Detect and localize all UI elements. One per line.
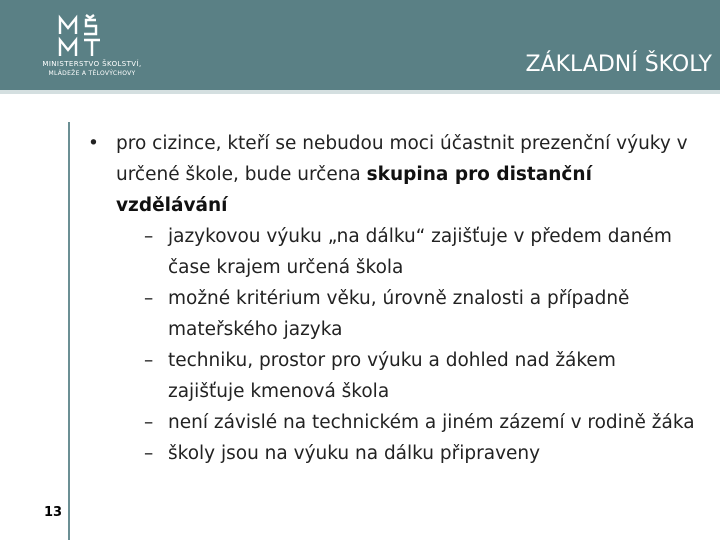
sub-list [88, 221, 698, 469]
logo-text-line1: MINISTERSTVO ŠKOLSTVÍ, [42, 60, 142, 68]
sub-item [144, 283, 698, 345]
sub-item-text: techniku, prostor pro výuku a dohled nad žákem zajišťuje kmenová škola [168, 350, 616, 402]
header-divider [0, 90, 720, 94]
sub-item [144, 438, 698, 469]
sub-item-text: jazykovou výuku „na dálku“ zajišťuje v předem daném čase krajem určená škola [168, 226, 672, 278]
bullet-text-bold: skupina pro distanční vzdělávání [116, 164, 592, 216]
main-bullet [88, 128, 698, 221]
dash-mark: – [144, 350, 154, 371]
sub-item [144, 345, 698, 407]
slide-content [88, 128, 698, 469]
page-number: 13 [44, 505, 63, 520]
sub-item-text: možné kritérium věku, úrovně znalosti a případně mateřského jazyka [168, 288, 630, 340]
dash-mark: – [144, 288, 154, 309]
dash-mark: – [144, 226, 154, 247]
sub-item-text: školy jsou na výuku na dálku připraveny [168, 443, 541, 464]
side-accent-line [68, 122, 70, 540]
dash-mark: – [144, 412, 154, 433]
bullet-text: pro cizince, kteří se nebudou moci účastnit prezenční výuky v určené škole, bude určena [116, 133, 688, 185]
ministry-logo [22, 14, 162, 78]
logo-text-line2: MLÁDEŽE A TĚLOVÝCHOVY [48, 70, 136, 77]
sub-item-text: není závislé na technickém a jiném zázemí v rodině žáka [168, 412, 695, 433]
header-bar [0, 0, 720, 90]
dash-mark: – [144, 443, 154, 464]
slide-title: ZÁKLADNÍ ŠKOLY [525, 52, 712, 77]
bullet-mark: • [88, 133, 99, 154]
msmt-logo-mark [56, 14, 128, 58]
sub-item [144, 407, 698, 438]
sub-item [144, 221, 698, 283]
